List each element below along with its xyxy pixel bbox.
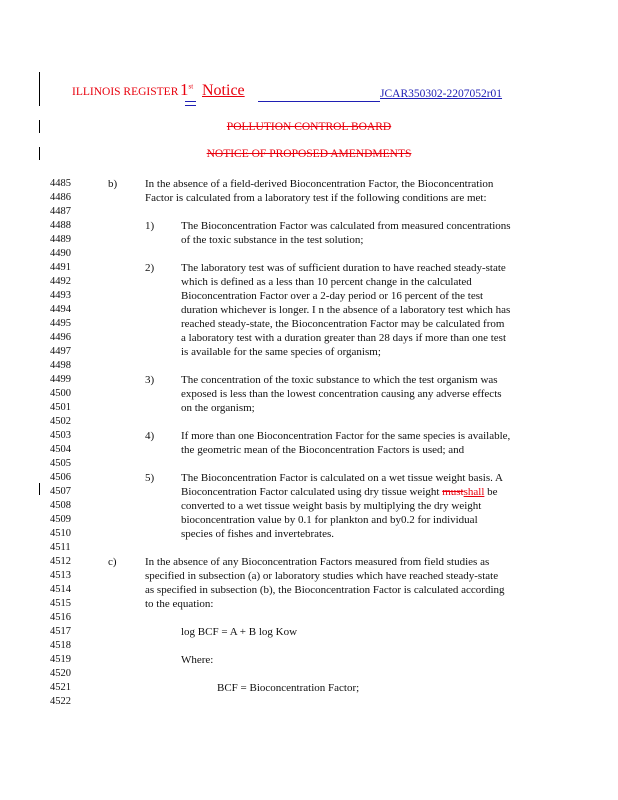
paragraph-line: The concentration of the toxic substance to which the test organism was	[181, 374, 498, 386]
item-label: 2)	[145, 262, 155, 274]
revision-bar	[39, 483, 40, 495]
line-number: 4498	[50, 360, 71, 371]
line-number: 4486	[50, 192, 71, 203]
paragraph-line: The Bioconcentration Factor is calculated on a wet tissue weight basis. A	[181, 472, 503, 484]
line-number: 4499	[50, 374, 71, 385]
page-number	[180, 80, 193, 100]
paragraph-line: In the absence of a field-derived Bioconcentration Factor, the Bioconcentration	[145, 178, 494, 190]
where-label: Where:	[181, 654, 214, 666]
line-number: 4504	[50, 444, 71, 455]
line-number: 4490	[50, 248, 71, 259]
line-number: 4493	[50, 290, 71, 301]
line-number: 4521	[50, 682, 71, 693]
line-number: 4508	[50, 500, 71, 511]
deleted-text: must	[442, 486, 464, 498]
line-number: 4503	[50, 430, 71, 441]
line-number: 4516	[50, 612, 71, 623]
paragraph-line: The laboratory test was of sufficient duration to have reached steady-state	[181, 262, 506, 274]
item-label: 4)	[145, 430, 155, 442]
paragraph-line: is available for the same species of organism;	[181, 346, 381, 358]
definition-line: BCF = Bioconcentration Factor;	[217, 682, 360, 694]
line-number: 4489	[50, 234, 71, 245]
paragraph-line: to the equation:	[145, 598, 214, 610]
paragraph-line: converted to a wet tissue weight basis by multiplying the dry weight	[181, 500, 482, 512]
paragraph-line: Bioconcentration Factor over a 2-day period or 16 percent of the test	[181, 290, 484, 302]
line-number: 4500	[50, 388, 71, 399]
line-number: 4509	[50, 514, 71, 525]
paragraph-line: If more than one Bioconcentration Factor for the same species is available,	[181, 430, 511, 442]
paragraph-line: specified in subsection (a) or laboratory studies which have reached steady-state	[145, 570, 499, 582]
paragraph-line: bioconcentration value by 0.1 for plankton and by0.2 for individual	[181, 514, 478, 526]
line-number: 4510	[50, 528, 71, 539]
paragraph-line-amended	[181, 486, 498, 498]
subsection-label: b)	[108, 178, 118, 190]
notice-subtitle: NOTICE OF PROPOSED AMENDMENTS	[206, 148, 412, 160]
page-number-value: 1	[180, 80, 189, 99]
paragraph-line: Factor is calculated from a laboratory test if the following conditions are met:	[145, 192, 487, 204]
line-number: 4502	[50, 416, 71, 427]
paragraph-line: duration whichever is longer. I n the absence of a laboratory test which has	[181, 304, 511, 316]
line-number: 4515	[50, 598, 71, 609]
item-label: 1)	[145, 220, 155, 232]
line-number: 4513	[50, 570, 71, 581]
paragraph-line: as specified in subsection (b), the Bioconcentration Factor is calculated according	[145, 584, 505, 596]
item-label: 5)	[145, 472, 155, 484]
text-run: Bioconcentration Factor calculated using dry tissue weight	[181, 486, 443, 498]
line-number: 4518	[50, 640, 71, 651]
line-number: 4517	[50, 626, 71, 637]
line-number: 4491	[50, 262, 71, 273]
line-number: 4487	[50, 206, 71, 217]
item-label: 3)	[145, 374, 155, 386]
paragraph-line: In the absence of any Bioconcentration Factors measured from field studies as	[145, 556, 490, 568]
line-number: 4522	[50, 696, 71, 707]
line-number: 4507	[50, 486, 71, 497]
paragraph-line: on the organism;	[181, 402, 255, 414]
line-number: 4514	[50, 584, 71, 595]
paragraph-line: species of fishes and invertebrates.	[181, 528, 335, 540]
line-number: 4519	[50, 654, 71, 665]
line-number: 4492	[50, 276, 71, 287]
paragraph-line: which is defined as a less than 10 percent change in the calculated	[181, 276, 472, 288]
line-number: 4496	[50, 332, 71, 343]
text-run: be	[484, 486, 498, 498]
line-number: 4505	[50, 458, 71, 469]
paragraph-line: the geometric mean of the Bioconcentration Factors is used; and	[181, 444, 465, 456]
page-number-suffix: st	[188, 82, 194, 91]
field-marker	[185, 105, 196, 106]
notice-label: Notice	[202, 82, 245, 99]
paragraph-line: a laboratory test with a duration greater than 28 days if more than one test	[181, 332, 507, 344]
paragraph-line: of the toxic substance in the test solution;	[181, 234, 364, 246]
line-number: 4494	[50, 304, 71, 315]
jcar-code: JCAR350302-2207052r01	[380, 88, 503, 100]
revision-bar	[39, 72, 40, 106]
line-number: 4501	[50, 402, 71, 413]
line-number: 4511	[50, 542, 71, 553]
header-rule	[258, 101, 380, 102]
line-number: 4512	[50, 556, 71, 567]
line-number: 4488	[50, 220, 71, 231]
subsection-label: c)	[108, 556, 117, 568]
paragraph-line: reached steady-state, the Bioconcentration Factor may be calculated from	[181, 318, 505, 330]
line-number: 4495	[50, 318, 71, 329]
line-number: 4506	[50, 472, 71, 483]
line-number: 4485	[50, 178, 71, 189]
paragraph-line: exposed is less than the lowest concentration causing any adverse effects	[181, 388, 502, 400]
equation: log BCF = A + B log Kow	[181, 626, 298, 638]
line-number: 4520	[50, 668, 71, 679]
field-marker	[185, 101, 196, 102]
board-title: POLLUTION CONTROL BOARD	[226, 121, 392, 133]
paragraph-line: The Bioconcentration Factor was calculated from measured concentrations	[181, 220, 511, 232]
inserted-text: shall	[463, 486, 485, 498]
register-title: ILLINOIS REGISTER	[72, 86, 179, 98]
line-number: 4497	[50, 346, 71, 357]
